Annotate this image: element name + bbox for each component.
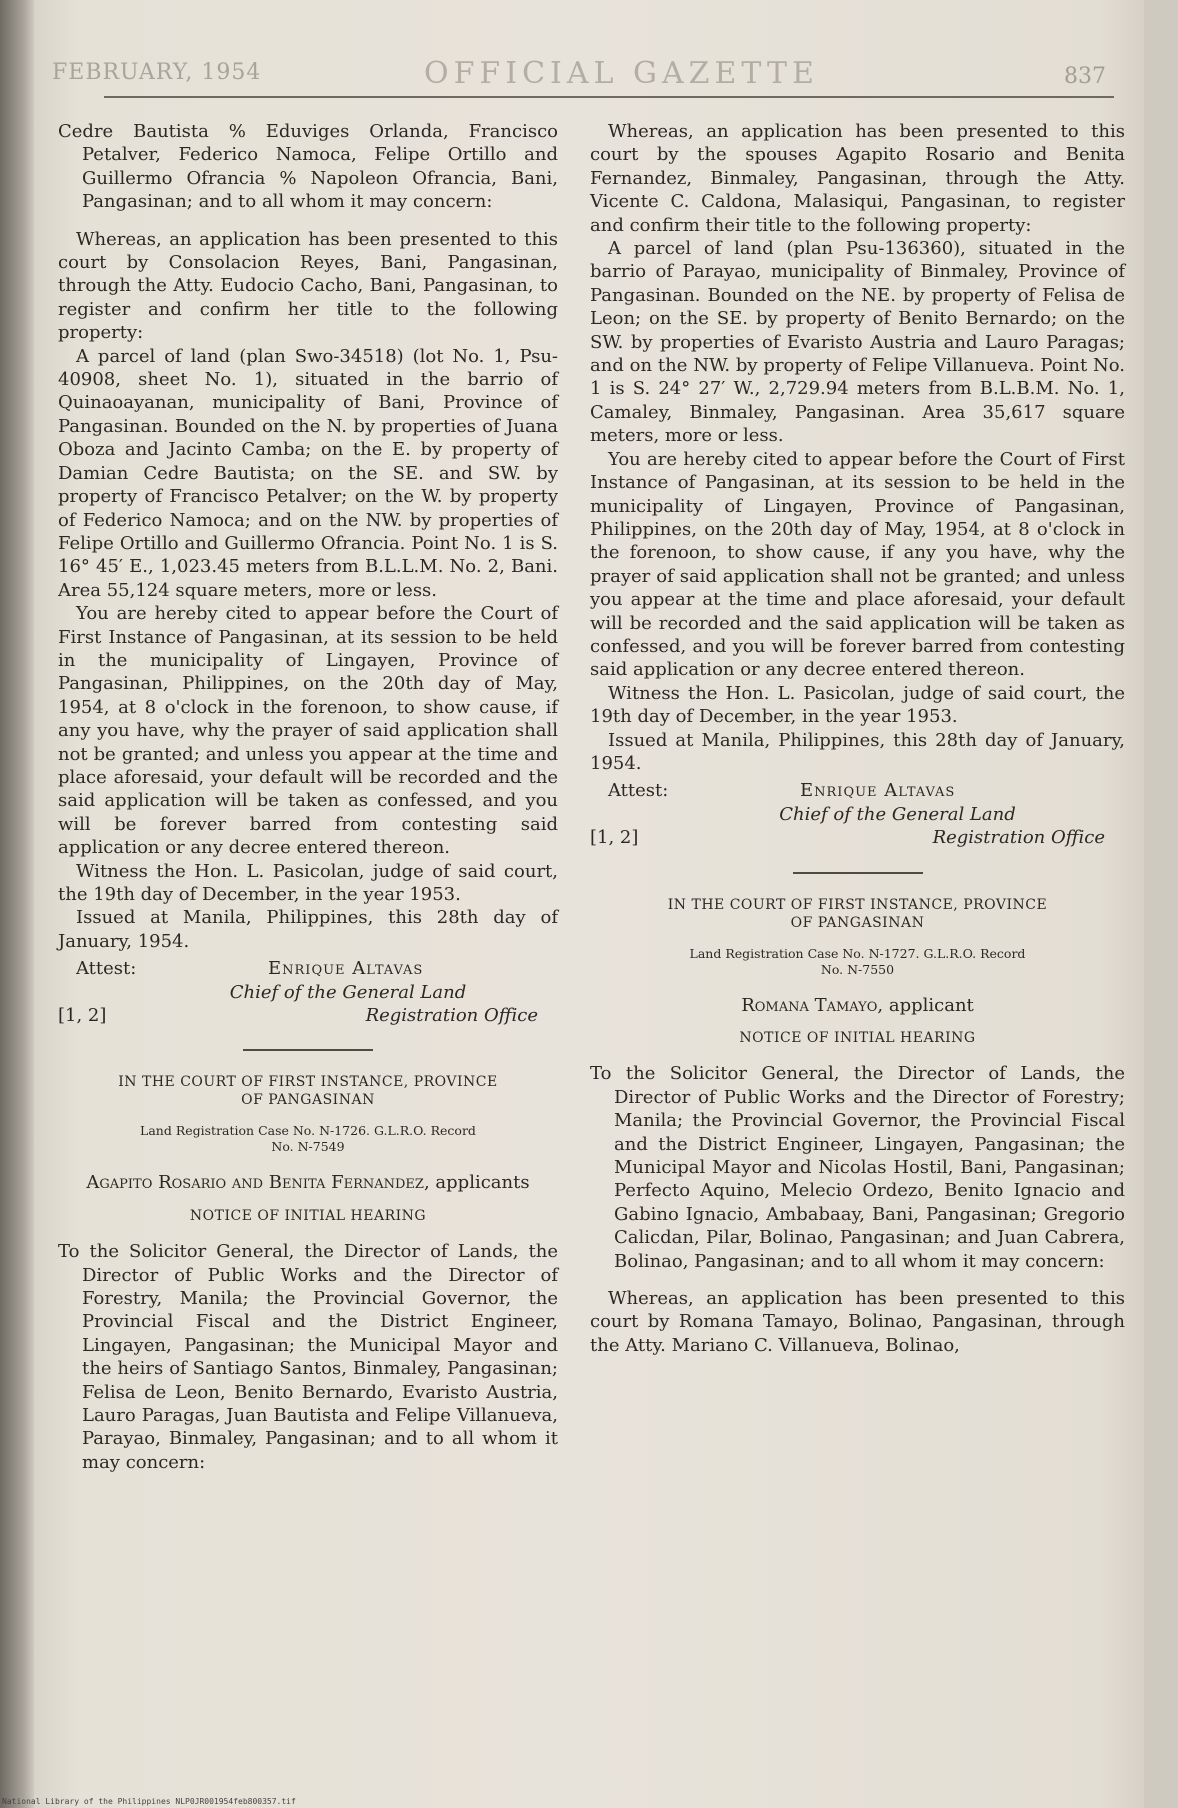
attest-row [58,957,558,980]
section-divider [243,1049,373,1051]
section-divider [793,872,923,874]
attest-signatory: Enrique Altavas [800,780,956,802]
applicant-line [590,994,1125,1017]
attest-label: Attest: [76,958,137,980]
applicant-role: applicant [888,994,974,1016]
case-number [590,946,1125,978]
signature-row [590,826,1125,849]
citation-paragraph: You are hereby cited to appear before the Court of First Instance of Pangasinan, at its session to be held in the municipality of Lingayen, Province of Pangasinan, Philippines, on the 20th day of May, 1954, at 8 o'clock in the forenoon, to show cause, if any you have, why the prayer of said application shall not be granted; and unless you appear at the time and place aforesaid, your default will be recorded and the said application will be taken as confessed, and you will be forever barred from contesting said application or any decree entered thereon. [58,603,558,859]
signatory-title: Chief of the General Land [779,803,1016,825]
left-column [58,120,558,1474]
scan-footer: National Library of the Philippines NLP0JR001954feb800357.tif [2,1797,296,1806]
case-number-line-2: No. N-7550 [820,961,895,977]
page-header [34,56,1144,96]
court-heading [58,1073,558,1109]
right-column [590,120,1125,1357]
notice-title: NOTICE OF INITIAL HEARING [739,1029,976,1046]
publication-code: [1, 2] [590,827,639,849]
court-heading-line-1: IN THE COURT OF FIRST INSTANCE, PROVINCE [667,896,1048,913]
witness-paragraph: Witness the Hon. L. Pasicolan, judge of said court, the 19th day of December, in the year 1953. [590,682,1125,728]
header-rule [104,96,1114,98]
issued-paragraph: Issued at Manila, Philippines, this 28th day of January, 1954. [58,907,558,952]
page-binding-edge [0,0,34,1808]
issued-paragraph: Issued at Manila, Philippines, this 28th day of January, 1954. [590,729,1125,774]
header-date: FEBRUARY, 1954 [52,60,262,85]
signatory-title: Chief of the General Land [229,981,467,1003]
notice-addressees: To the Solicitor General, the Director of Lands, the Director of Public Works and the Director of Forestry; Manila; the Provincial Governor, the Provincial Fiscal and the District Engineer, Lingayen, Pangasinan; the Municipal Mayor and Nicolas Hostil, Bani, Pangasinan; Perfecto Aquino, Melecio Ordezo, Benito Ignacio and Gabino Ignacio, Ambabaay, Bani, Pangasinan; Gregorio Calicdan, Pilar, Bolinao, Pangasinan; and Juan Cabrera, Bolinao, Pangasinan; and to all whom it may concern: [590,1063,1125,1272]
court-heading-line-1: IN THE COURT OF FIRST INSTANCE, PROVINCE [118,1074,498,1091]
header-page-number: 837 [1064,64,1106,89]
applicant-names: Agapito Rosario and Benita Fernandez, [86,1172,430,1194]
whereas-paragraph: Whereas, an application has been presented to this court by Consolacion Reyes, Bani, Pangasinan, through the Atty. Eudocio Cacho, Bani, Pangasinan, to register and confirm her title to the following property: [58,228,558,344]
notice-addressees: To the Solicitor General, the Director of Lands, the Director of Public Works and the Director of Forestry, Manila; the Provincial Governor, the Provincial Fiscal and the District Engineer, Lingayen, Pangasinan; the Municipal Mayor and the heirs of Santiago Santos, Binmaley, Pangasinan; Felisa de Leon, Benito Bernardo, Evaristo Austria, Lauro Paragas, Juan Bautista and Felipe Villanueva, Parayao, Binmaley, Pangasinan; and to all whom it may concern: [58,1241,558,1473]
notice-addressees-tail: Cedre Bautista % Eduviges Orlanda, Francisco Petalver, Federico Namoca, Felipe Ortillo and Guillermo Ofrancia % Napoleon Ofrancia, Bani, Pangasinan; and to all whom it may concern: [58,121,558,213]
header-publication-title: OFFICIAL GAZETTE [424,56,819,91]
signatory-office: Registration Office [365,1005,538,1027]
whereas-paragraph-2: Whereas, an application has been presented to this court by Romana Tamayo, Bolinao, Pangasinan, through the Atty. Mariano C. Villanueva, Bolinao, [590,1288,1125,1356]
case-number-line-1: Land Registration Case No. N-1726. G.L.R.O. Record [140,1123,476,1139]
case-number-line-1: Land Registration Case No. N-1727. G.L.R.O. Record [689,945,1026,961]
case-number-line-2: No. N-7549 [271,1139,345,1155]
court-heading-line-2: OF PANGASINAN [241,1092,375,1109]
gazette-page [34,0,1144,1808]
court-heading-line-2: OF PANGASINAN [790,914,925,931]
court-heading [590,896,1125,932]
witness-paragraph: Witness the Hon. L. Pasicolan, judge of said court, the 19th day of December, in the year 1953. [58,860,558,905]
whereas-paragraph: Whereas, an application has been presented to this court by the spouses Agapito Rosario and Benita Fernandez, Binmaley, Pangasinan, through the Atty. Vicente C. Caldona, Malasiqui, Pangasinan, to register and confirm their title to the following property: [590,121,1125,236]
parcel-description: A parcel of land (plan Swo-34518) (lot No. 1, Psu-40908, sheet No. 1), situated in the barrio of Quinaoayanan, municipality of Bani, Province of Pangasinan. Bounded on the N. by properties of Juana Oboza and Jacinto Camba; on the E. by property of Damian Cedre Bautista; on the SE. and SW. by property of Francisco Petalver; on the W. by property of Federico Namoca; and on the NW. by properties of Felipe Ortillo and Guillermo Ofrancia. Point No. 1 is S. 16° 45′ E., 1,023.45 meters from B.L.L.M. No. 2, Bani. Area 55,124 square meters, more or less. [58,345,558,601]
attest-label: Attest: [608,780,669,802]
attest-signatory: Enrique Altavas [268,958,424,980]
parcel-description: A parcel of land (plan Psu-136360), situated in the barrio of Parayao, municipality of Binmaley, Province of Pangasinan. Bounded on the NE. by property of Felisa de Leon; on the SE. by property of Benito Bernardo; on the SW. by properties of Evaristo Austria and Lauro Paragas; and on the NW. by property of Felipe Villanueva. Point No. 1 is S. 24° 27′ W., 2,729.94 meters from B.L.B.M. No. 1, Camaley, Binmaley, Pangasinan. Area 35,617 square meters, more or less. [590,238,1125,447]
case-number [58,1123,558,1155]
signatory-office: Registration Office [932,827,1105,849]
signature-row [58,1004,558,1027]
applicant-role: applicants [435,1172,530,1194]
applicant-names: Romana Tamayo, [741,994,884,1016]
applicant-line [58,1171,558,1194]
attest-row [590,779,1125,802]
notice-title: NOTICE OF INITIAL HEARING [189,1207,427,1224]
citation-paragraph: You are hereby cited to appear before the Court of First Instance of Pangasinan, at its session to be held in the municipality of Lingayen, Province of Pangasinan, Philippines, on the 20th day of May, 1954, at 8 o'clock in the forenoon, to show cause, if any you have, why the prayer of said application shall not be granted; and unless you appear at the time and place aforesaid, your default will be recorded and the said application will be taken as confessed, and you will be forever barred from contesting said application or any decree entered thereon. [590,448,1125,681]
publication-code: [1, 2] [58,1005,107,1027]
